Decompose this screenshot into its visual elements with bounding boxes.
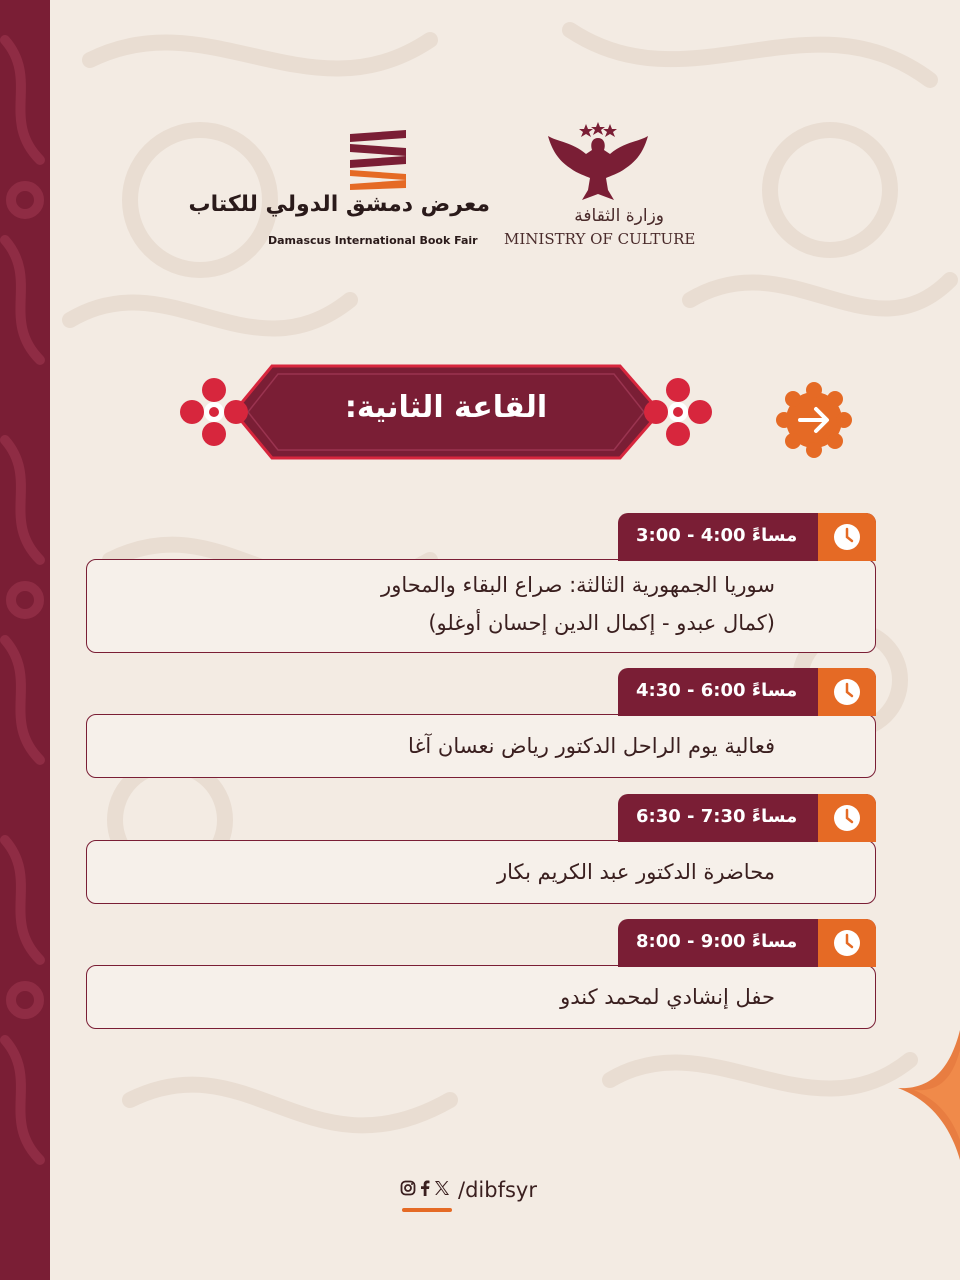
hall-title-banner <box>176 362 716 462</box>
instagram-icon[interactable] <box>400 1180 416 1201</box>
eagle-icon <box>546 120 650 204</box>
time-tab <box>618 919 876 967</box>
event-box <box>86 840 876 904</box>
clock-badge <box>818 919 876 967</box>
time-tab <box>618 668 876 716</box>
clock-icon <box>832 522 862 552</box>
ministry-logo <box>500 120 700 255</box>
social-links <box>400 1175 537 1205</box>
clock-icon <box>832 803 862 833</box>
event-box <box>86 559 876 653</box>
event-box <box>86 714 876 778</box>
time-tab <box>618 794 876 842</box>
ministry-english-name: MINISTRY OF CULTURE <box>504 230 696 248</box>
event-title-line: (كمال عبدو - إكمال الدين إحسان أوغلو) <box>428 611 775 635</box>
arrow-right-icon <box>776 382 852 458</box>
book-fair-mark-icon <box>348 130 408 190</box>
x-icon[interactable] <box>434 1180 450 1201</box>
schedule-item <box>86 919 876 1031</box>
event-box <box>86 965 876 1029</box>
time-range: 6:30 - 7:30 مساءً <box>636 806 798 827</box>
left-decorative-band <box>0 0 50 1280</box>
time-range: 8:00 - 9:00 مساءً <box>636 931 798 952</box>
footer-underline <box>402 1208 452 1212</box>
corner-ornament <box>890 1030 960 1160</box>
event-title-line: حفل إنشادي لمحمد كندو <box>560 985 775 1009</box>
clock-badge <box>818 668 876 716</box>
hall-title: القاعة الثانية: <box>344 390 548 425</box>
facebook-icon[interactable] <box>420 1180 430 1201</box>
event-title-line: فعالية يوم الراحل الدكتور رياض نعسان آغا <box>408 734 775 758</box>
schedule-item <box>86 513 876 655</box>
event-title-line: محاضرة الدكتور عبد الكريم بكار <box>496 860 775 884</box>
book-fair-logo <box>188 130 490 250</box>
time-range: 3:00 - 4:00 مساءً <box>636 525 798 546</box>
event-title-line: سوريا الجمهورية الثالثة: صراع البقاء والمحاور <box>381 573 775 597</box>
schedule-item <box>86 794 876 906</box>
clock-badge <box>818 513 876 561</box>
clock-badge <box>818 794 876 842</box>
book-fair-arabic-name: معرض دمشق الدولي للكتاب <box>188 192 490 217</box>
book-fair-english-name: Damascus International Book Fair <box>268 234 478 247</box>
social-handle[interactable]: /dibfsyr <box>458 1178 537 1202</box>
ministry-arabic-name: وزارة الثقافة <box>574 206 664 226</box>
clock-icon <box>832 928 862 958</box>
clock-icon <box>832 677 862 707</box>
next-arrow-button[interactable] <box>776 382 852 458</box>
schedule-item <box>86 668 876 780</box>
time-tab <box>618 513 876 561</box>
time-range: 4:30 - 6:00 مساءً <box>636 680 798 701</box>
